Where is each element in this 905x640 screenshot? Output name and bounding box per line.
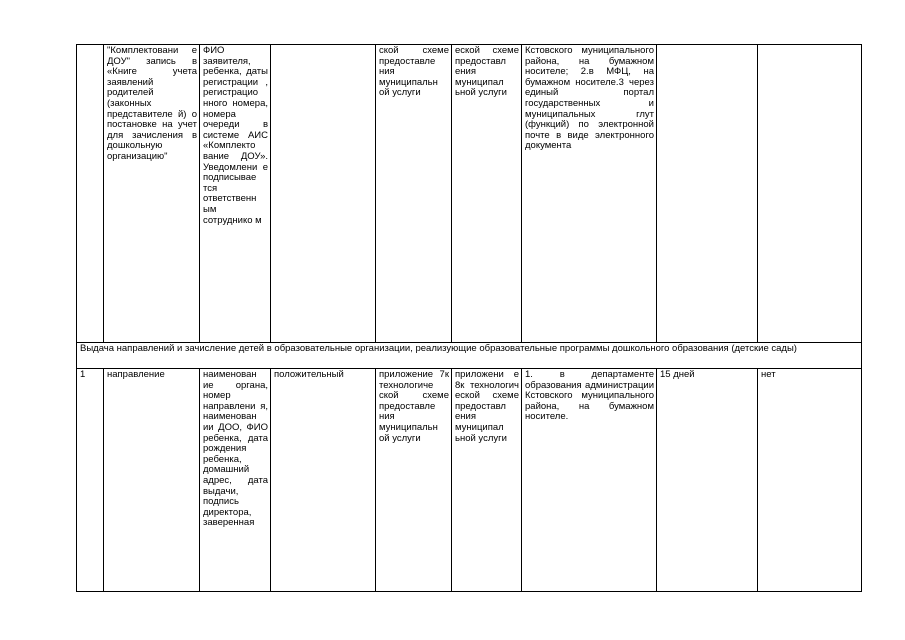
table-row xyxy=(77,45,862,343)
cell-requirements: наименован ие органа, номер направлени я, наименован ии ДОО, ФИО ребенка, дата рождения ребенка, домашний адрес, дата выдачи, подпись директора, заверенная xyxy=(200,369,271,592)
cell-storage-authority: 15 дней xyxy=(657,369,758,592)
cell-requirements: ФИО заявителя, ребенка, даты регистрации , регистрацио нного номера, номера очереди в системе АИС «Комплекто вание ДОУ». Уведомлени е подписывае тся ответственн ым сотруднико м xyxy=(200,45,271,343)
section-header: Выдача направлений и зачисление детей в образовательные организации, реализующие образовательные программы дошкольного образования (детские сады) xyxy=(77,343,862,369)
cell-storage-authority xyxy=(657,45,758,343)
cell-delivery-method: Кстовского муниципального района, на бумажном носителе; 2.в МФЦ, на бумажном носителе.3 через единый портал государственных и муниципальных глут (функций) по электронной почте в виде электронного документа xyxy=(522,45,657,343)
cell-number xyxy=(77,45,104,343)
cell-number: 1 xyxy=(77,369,104,592)
cell-sample: приложени е 8к технологич еской схеме предоставл ения муниципал ьной услуги xyxy=(452,369,522,592)
cell-sample: еской схеме предоставл ения муниципал ьной услуги xyxy=(452,45,522,343)
table-row xyxy=(77,369,862,592)
cell-storage-mfc: нет xyxy=(758,369,862,592)
cell-document-name: "Комплектовани е ДОУ" запись в «Книге учета заявлений родителей (законных представителе й) о постановке на учет для зачисления в дошкольную организацию" xyxy=(104,45,200,343)
cell-storage-mfc xyxy=(758,45,862,343)
cell-form: ской схеме предоставле ния муниципальн ой услуги xyxy=(376,45,452,343)
cell-delivery-method: 1. в департаменте образования администрации Кстовского муниципального района, на бумажном носителе. xyxy=(522,369,657,592)
cell-document-name: направление xyxy=(104,369,200,592)
document-table xyxy=(76,44,862,592)
section-header-row xyxy=(77,343,862,369)
cell-result-type xyxy=(271,45,376,343)
cell-form: приложение 7к технологиче ской схеме предоставле ния муниципальн ой услуги xyxy=(376,369,452,592)
cell-result-type: положительный xyxy=(271,369,376,592)
